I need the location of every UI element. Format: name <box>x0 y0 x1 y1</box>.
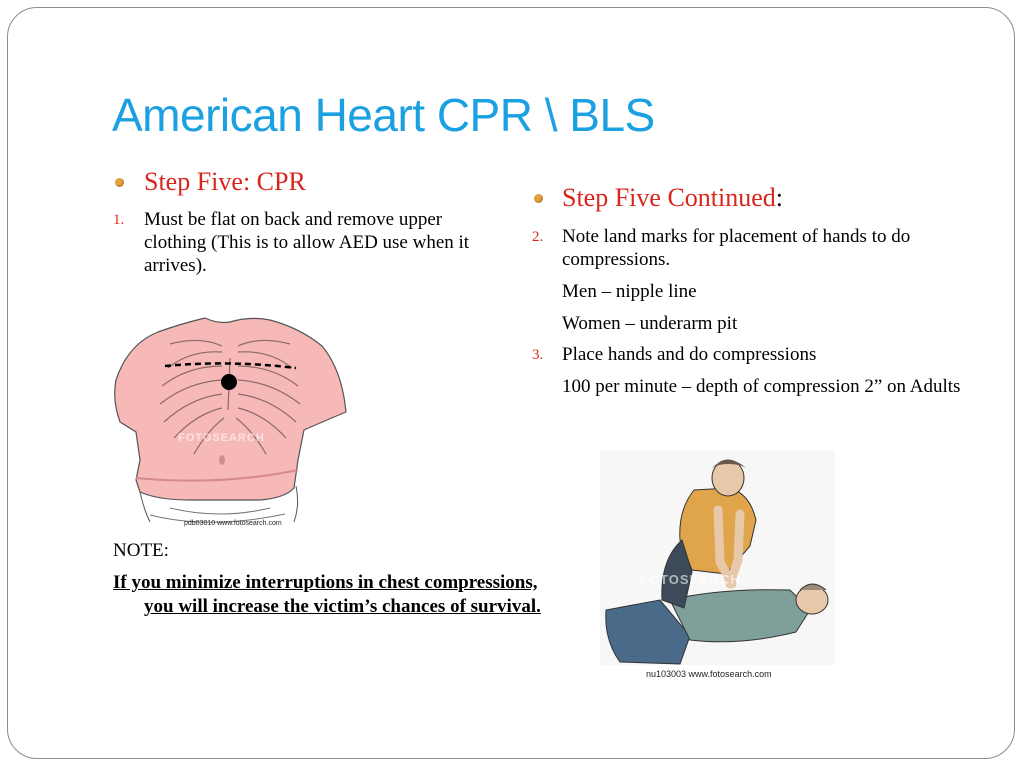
left-item-text: Must be flat on back and remove upper clothing (This is to allow AED use when it arrives). <box>144 209 470 276</box>
right-image-watermark: FOTOSEARCH <box>640 572 741 587</box>
left-heading: Step Five: CPR <box>144 167 306 196</box>
left-item-number: 1. <box>113 212 125 228</box>
torso-landmark-icon <box>110 310 350 530</box>
bullet-dot-icon <box>534 194 543 203</box>
right-item-text: Women – underarm pit <box>562 313 738 334</box>
bullet-dot-icon <box>115 178 124 187</box>
right-heading-text: Step Five Continued <box>562 183 776 212</box>
right-item-text: 100 per minute – depth of compression 2” on Adults <box>562 376 961 397</box>
right-item-number: 2. <box>532 229 544 245</box>
right-item-text: Place hands and do compressions <box>562 344 817 365</box>
right-heading-colon: : <box>775 183 784 212</box>
right-image-caption: nu103003 www.fotosearch.com <box>646 669 772 679</box>
left-image-watermark: FOTOSEARCH <box>178 432 265 444</box>
note-label: NOTE: <box>113 540 169 561</box>
right-heading <box>562 183 783 213</box>
right-item-text: Men – nipple line <box>562 281 697 302</box>
cpr-rescuer-icon <box>600 450 835 682</box>
left-image-caption: pdb03010 www.fotosearch.com <box>184 520 282 527</box>
note-body: If you minimize interruptions in chest compressions, you will increase the victim’s chances of survival. <box>113 572 541 617</box>
slide-title: American Heart CPR \ BLS <box>112 89 655 141</box>
right-item-number: 3. <box>532 347 544 363</box>
cpr-illustration <box>600 450 835 682</box>
right-item-text: Note land marks for placement of hands to do compressions. <box>562 226 911 270</box>
chest-illustration <box>110 310 350 530</box>
